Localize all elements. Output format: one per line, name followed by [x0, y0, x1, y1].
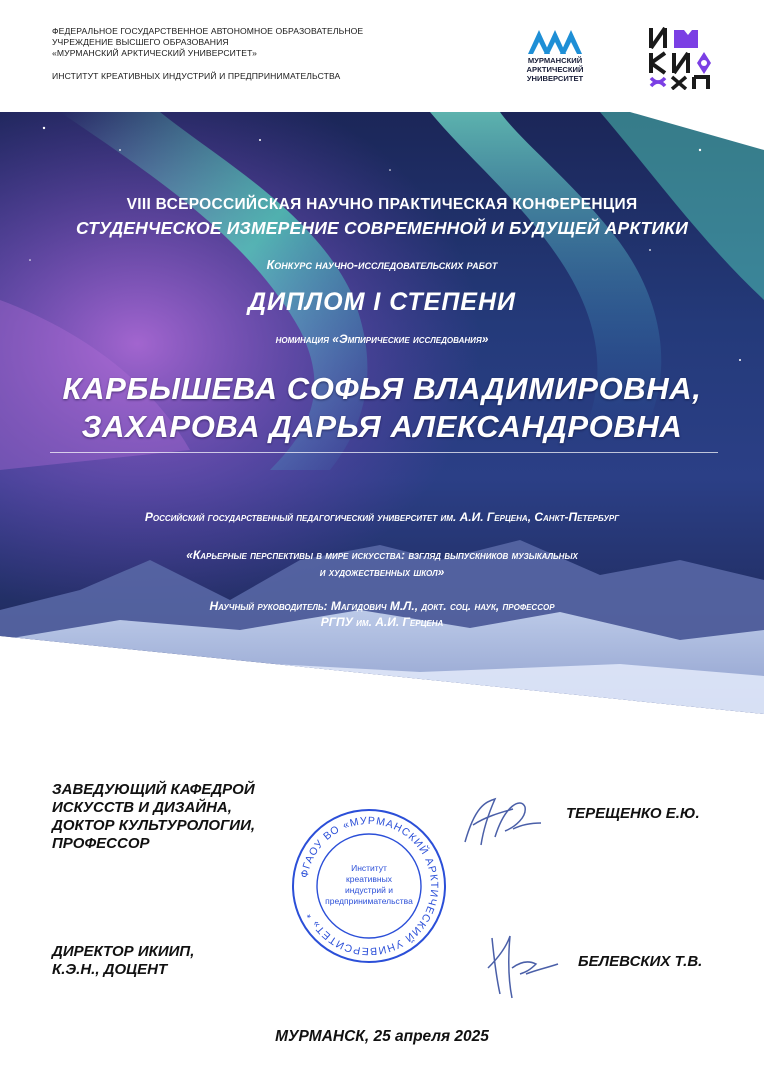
conference-title: СТУДЕНЧЕСКОЕ ИЗМЕРЕНИЕ СОВРЕМЕННОЙ И БУДУЩЕЙ АРКТИКИ — [76, 218, 688, 238]
recipient-name: КАРБЫШЕВА СОФЬЯ ВЛАДИМИРОВНА, — [62, 371, 702, 406]
stamp-center-line: креативных — [346, 874, 392, 884]
stamp-ring-text: ФГАОУ ВО «МУРМАНСКИЙ АРКТИЧЕСКИЙ УНИВЕРСИТЕТ» * — [298, 814, 441, 958]
role-line: ПРОФЕССОР — [52, 835, 150, 852]
supervisor-line: Научный руководитель: Магидович М.Л., докт. соц. наук, профессор — [209, 599, 555, 613]
org-line: ФЕДЕРАЛЬНОЕ ГОСУДАРСТВЕННОЕ АВТОНОМНОЕ ОБРАЗОВАТЕЛЬНОЕ — [52, 26, 364, 36]
signatory-name-1: ТЕРЕЩЕНКО Е.Ю. — [566, 805, 700, 822]
mau-logo-line: АРКТИЧЕСКИЙ — [526, 65, 584, 74]
role-line: ДИРЕКТОР ИКИИП, — [52, 943, 195, 960]
contest-label: Конкурс научно-исследовательских работ — [266, 258, 498, 272]
stamp-center-line: Институт — [351, 863, 387, 873]
stamp-center-line: предпринимательства — [325, 896, 413, 906]
official-stamp — [290, 807, 448, 965]
signatory-role-director — [52, 943, 272, 979]
org-line: «МУРМАНСКИЙ АРКТИЧЕСКИЙ УНИВЕРСИТЕТ» — [52, 48, 257, 58]
org-line: УЧРЕЖДЕНИЕ ВЫСШЕГО ОБРАЗОВАНИЯ — [52, 37, 229, 47]
role-line: ЗАВЕДУЮЩИЙ КАФЕДРОЙ — [52, 781, 255, 798]
topic-line: и художественных школ» — [319, 565, 445, 579]
divider-line — [50, 452, 718, 453]
research-topic — [0, 547, 764, 581]
role-line: ИСКУССТВ И ДИЗАЙНА, — [52, 799, 232, 816]
handwritten-signature-1 — [455, 787, 555, 857]
role-line: ДОКТОР КУЛЬТУРОЛОГИИ, — [52, 817, 256, 834]
signatory-name-2: БЕЛЕВСКИХ Т.В. — [578, 953, 703, 970]
supervisor — [0, 598, 764, 630]
signatory-role-head-of-department — [52, 781, 312, 853]
handwritten-signature-2 — [478, 918, 568, 1008]
institute-name: ИНСТИТУТ КРЕАТИВНЫХ ИНДУСТРИЙ И ПРЕДПРИНИМАТЕЛЬСТВА — [52, 71, 341, 81]
role-line: К.Э.Н., ДОЦЕНТ — [52, 961, 168, 978]
city-date: МУРМАНСК, 25 апреля 2025 — [275, 1028, 489, 1045]
mau-logo-line: МУРМАНСКИЙ — [527, 56, 583, 65]
diploma-title: ДИПЛОМ I СТЕПЕНИ — [247, 288, 517, 316]
topic-line: «Карьерные перспективы в мире искусства: взгляд выпускников музыкальных — [186, 548, 578, 562]
nomination: номинация «Эмпирические исследования» — [275, 332, 489, 346]
mau-logo-line: УНИВЕРСИТЕТ — [526, 74, 584, 83]
recipient-names — [0, 370, 764, 446]
supervisor-line: РГПУ им. А.И. Герцена — [320, 615, 444, 629]
recipient-name: ЗАХАРОВА ДАРЬЯ АЛЕКСАНДРОВНА — [81, 409, 683, 444]
conference-number: VIII ВСЕРОССИЙСКАЯ НАУЧНО ПРАКТИЧЕСКАЯ КОНФЕРЕНЦИЯ — [126, 196, 638, 213]
stamp-center-line: индустрий и — [344, 885, 394, 895]
university: Российский государственный педагогический университет им. А.И. Герцена, Санкт-Петербург — [144, 510, 620, 524]
